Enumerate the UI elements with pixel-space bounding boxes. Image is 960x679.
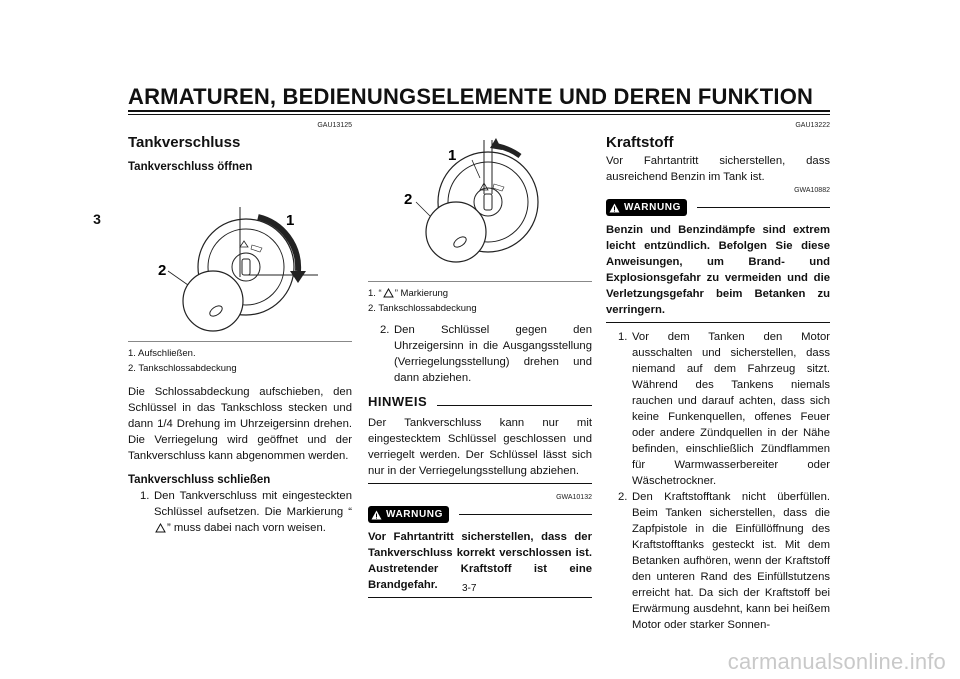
- fuel-cap-close-illustration: [368, 132, 592, 277]
- triangle-mark-icon: [155, 523, 166, 533]
- step-text: Den Kraftstofftank nicht überfüllen. Beim Tanken sicherstellen, dass die Zapfpistole in die Einfüllöffnung des Kraftstofftanks gesteckt ist. Mit dem Betanken aufhören, wenn der Kraftstoff den unteren Rand des Einfüllstutzens erreicht hat. Da sich der Kraftstoff bei Erwärmung ausdehnt, kann bei heißem Motor oder starker Sonnen-: [632, 491, 830, 631]
- close-step-2: [368, 322, 592, 386]
- open-instructions: Die Schlossabdeckung aufschieben, den Schlüssel in das Tankschloss stecken und dann 1/4 Drehung im Uhrzeigersinn drehen. Die Verriegelung wird geöffnet und der Tankverschluss kann abgenommen werden.: [128, 386, 352, 462]
- note-rule: [437, 405, 592, 406]
- triangle-mark-icon: [383, 288, 394, 298]
- warning-end-rule: [368, 597, 592, 598]
- note-header: [368, 394, 592, 409]
- warning-end-rule: [606, 322, 830, 323]
- fuel-cap-open-illustration: [128, 179, 352, 337]
- note-end-rule: [368, 483, 592, 484]
- note-label: HINWEIS: [368, 394, 428, 409]
- caption-item: 1. “ ” Markierung: [368, 288, 449, 299]
- figure-label-one: 1: [286, 212, 295, 229]
- warning-text: Vor Fahrtantritt sicherstellen, dass der Tankverschluss korrekt verschlossen ist. Austretender Kraftstoff ist eine Brandgefahr.: [368, 531, 592, 591]
- step-number: 2.: [618, 491, 628, 503]
- left-column: [128, 122, 352, 536]
- step-text: Den Schlüssel gegen den Uhrzeigersinn in die Ausgangsstellung (Verriegelungsstellung) drehen und dann abziehen.: [394, 324, 592, 384]
- caption-item: 2. Tankschlossabdeckung: [368, 303, 477, 314]
- page-number: 3-7: [462, 583, 477, 594]
- watermark: carmanualsonline.info: [727, 649, 946, 674]
- fuel-intro: Vor Fahrtantritt sicherstellen, dass ausreichend Benzin im Tank ist.: [606, 155, 830, 183]
- fuel-step-1: [606, 329, 830, 489]
- warning-icon: [609, 203, 620, 213]
- figure-label-two: 2: [158, 262, 167, 279]
- note-text: Der Tankverschluss kann nur mit eingestecktem Schlüssel geschlossen und verriegelt werden. Der Schlüssel lässt sich nur in der Verriegelungsstellung abziehen.: [368, 417, 592, 477]
- section-code: GAU13222: [795, 122, 830, 129]
- caption-item: 2. Tankschlossabdeckung: [128, 363, 237, 374]
- warning-code: GWA10882: [794, 187, 830, 194]
- subsection-heading-close: Tankverschluss schließen: [128, 474, 271, 486]
- chapter-tab: 3: [93, 211, 101, 227]
- warning-icon: [371, 510, 382, 520]
- warning-code: GWA10132: [556, 494, 592, 501]
- warning-badge: WARNUNG: [368, 506, 449, 523]
- section-title: Tankverschluss: [128, 134, 241, 151]
- warning-rule: [697, 207, 830, 208]
- figure-captions: [368, 281, 592, 316]
- step-number: 2.: [380, 324, 390, 336]
- middle-column: [368, 132, 592, 598]
- warning-text: Benzin und Benzindämpfe sind extrem leicht entzündlich. Befolgen Sie diese Anweisungen, um Brand- und Explosionsgefahr zu vermeiden und die Verletzungsgefahr beim Betanken zu verringern.: [606, 224, 830, 316]
- header-rule: [128, 110, 830, 112]
- warning-header: [368, 506, 592, 523]
- header-rule-thin: [128, 114, 830, 115]
- warning-rule: [459, 514, 592, 515]
- figure-label-one: 1: [448, 147, 457, 164]
- figure-captions: [128, 341, 352, 376]
- figure-label-two: 2: [404, 191, 413, 208]
- caption-item: 1. Aufschließen.: [128, 348, 196, 359]
- close-step-1: [128, 488, 352, 536]
- step-text: Vor dem Tanken den Motor ausschalten und sicherstellen, dass niemand auf dem Fahrzeug sitzt. Während des Tankens niemals rauchen und darauf achten, dass sich keine Funkenquellen, offenes Feuer oder andere Zündquellen in der Nähe befinden, einschließlich Zündflammen für Warmwasserbereiter oder Wäschetrockner.: [632, 331, 830, 487]
- page-header-title: ARMATUREN, BEDIENUNGSELEMENTE UND DEREN FUNKTION: [128, 84, 814, 109]
- section-title: Kraftstoff: [606, 134, 674, 151]
- fuel-step-2: [606, 489, 830, 633]
- warning-header: [606, 199, 830, 216]
- subsection-heading-open: Tankverschluss öffnen: [128, 161, 253, 173]
- figure-fuel-cap-open: [128, 179, 352, 337]
- step-text: Den Tankverschluss mit eingesteckten Schlüssel aufsetzen. Die Markierung “” muss dabei nach vorn weisen.: [154, 490, 352, 534]
- warning-badge: WARNUNG: [606, 199, 687, 216]
- step-number: 1.: [140, 490, 150, 502]
- section-code: GAU13125: [317, 122, 352, 129]
- step-number: 1.: [618, 331, 628, 343]
- right-column: [606, 122, 830, 633]
- figure-fuel-cap-close: [368, 132, 592, 277]
